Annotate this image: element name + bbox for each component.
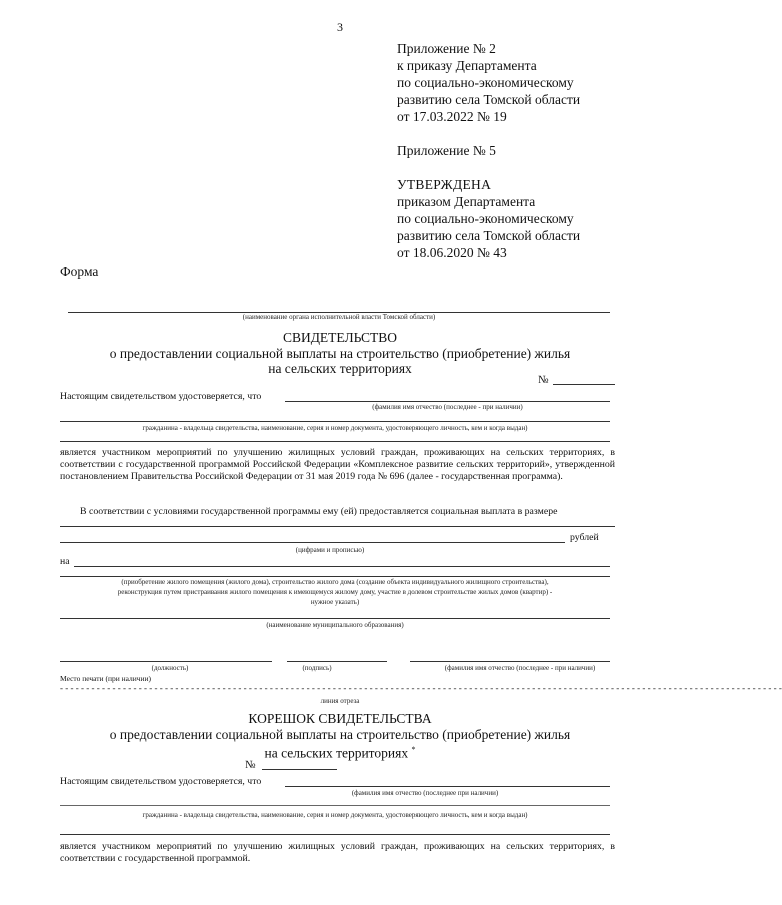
certificate-subtitle: на сельских территориях — [268, 361, 412, 376]
stub-certify-label: Настоящим свидетельством удостоверяется, что — [60, 776, 262, 787]
citizen-caption: гражданина - владельца свидетельства, наименование, серия и номер документа, удостоверяющего личность, кем и когда выдан) — [142, 424, 528, 432]
citizen-field[interactable] — [60, 421, 610, 422]
certificate-number-label: № — [538, 374, 549, 386]
sum-field[interactable] — [60, 526, 615, 527]
appendix-header — [397, 40, 580, 261]
sum-caption: (цифрами и прописью) — [295, 546, 365, 554]
stub-participant-paragraph: является участником мероприятий по улучшению жилищных условий граждан, проживающих на сельских территориях, в соответствии с государственной программой. — [60, 841, 615, 865]
stub-fio-caption: (фамилия имя отчество (последнее при наличии) — [351, 789, 499, 797]
appendix-line: по социально-экономическому — [397, 211, 574, 226]
footnote-mark: * — [411, 745, 416, 754]
appendix-line: по социально-экономическому — [397, 75, 574, 90]
rubles-label: рублей — [570, 532, 599, 543]
certificate-title: СВИДЕТЕЛЬСТВО — [282, 330, 398, 345]
cut-line: - - - - - - - - - - - - - - - - - - - - - - - - - - - - - - - - - - - - - - - - - - - - - - - - - - - - - - - - - - - - - - - - - - - - - - - - - - - - - - - - - - - - - - - - - - - - - - - - - - - - - - - - - - - - - - - - - - - - - - - - - - - - - - - - - - - - - - - - - - — [60, 683, 782, 693]
seal-label: Место печати (при наличии) — [60, 674, 152, 683]
stub-citizen-field[interactable] — [60, 805, 610, 806]
purpose-field[interactable] — [74, 566, 610, 567]
signer-fio-caption: (фамилия имя отчество (последнее - при наличии) — [444, 664, 596, 672]
participant-paragraph: является участником мероприятий по улучшению жилищных условий граждан, проживающих на сельских территориях, в соответствии с государственной программой Российской Федерации «Комплексное развитие сельских территорий», утвержденной постановлением Правительства Российской Федерации от 31 мая 2019 года № 696 (далее - государственная программа). — [60, 447, 615, 483]
citizen-field-2[interactable] — [60, 441, 610, 442]
purpose-label: на — [60, 556, 70, 567]
appendix-line: Приложение № 5 — [397, 143, 496, 158]
payment-paragraph: В соответствии с условиями государственной программы ему (ей) предоставляется социальная выплата в размере — [80, 506, 558, 517]
signer-fio-field[interactable] — [410, 661, 610, 662]
appendix-line: Приложение № 2 — [397, 41, 496, 56]
sum-field-2[interactable] — [60, 542, 565, 543]
position-field[interactable] — [60, 661, 272, 662]
stub-citizen-field-2[interactable] — [60, 834, 610, 835]
certify-label: Настоящим свидетельством удостоверяется, что — [60, 391, 262, 402]
signature-field[interactable] — [287, 661, 387, 662]
authority-caption: (наименование органа исполнительной власти Томской области) — [242, 313, 436, 321]
page-number: 3 — [337, 20, 343, 34]
form-label: Форма — [60, 264, 99, 279]
stub-subtitle — [0, 742, 680, 761]
fio-field[interactable] — [285, 401, 610, 402]
appendix-line: от 18.06.2020 № 43 — [397, 245, 507, 260]
certificate-subtitle: о предоставлении социальной выплаты на строительство (приобретение) жилья — [109, 346, 571, 361]
appendix-line: приказом Департамента — [397, 194, 536, 209]
purpose-caption: (приобретение жилого помещения (жилого дома), строительство жилого дома (создание объекта индивидуального жилищного строительства), — [121, 578, 549, 586]
stub-fio-field[interactable] — [285, 786, 610, 787]
stub-subtitle: о предоставлении социальной выплаты на строительство (приобретение) жилья — [109, 727, 571, 742]
cut-line-caption: линия отреза — [320, 697, 360, 705]
appendix-line: от 17.03.2022 № 19 — [397, 109, 507, 124]
appendix-line: развитию села Томской области — [397, 92, 581, 107]
purpose-caption: реконструкция путем пристраивания жилого помещения к имеющемуся жилому дому, участие в долевом строительстве жилых домов (квартир) - — [117, 588, 553, 596]
purpose-field-2[interactable] — [60, 576, 610, 577]
municipality-field[interactable] — [60, 618, 610, 619]
signature-caption: (подпись) — [302, 664, 332, 672]
appendix-line: развитию села Томской области — [397, 228, 581, 243]
stub-number-label: № — [245, 759, 256, 771]
position-caption: (должность) — [151, 664, 189, 672]
stub-title: КОРЕШОК СВИДЕТЕЛЬСТВА — [248, 711, 432, 726]
approved-heading: УТВЕРЖДЕНА — [397, 177, 492, 192]
stub-citizen-caption: гражданина - владельца свидетельства, наименование, серия и номер документа, удостоверяющего личность, кем и когда выдан) — [142, 811, 528, 819]
stub-number-field[interactable] — [262, 769, 337, 770]
purpose-caption: нужное указать) — [310, 598, 360, 606]
stub-subtitle-text: на сельских территориях — [264, 745, 409, 761]
fio-caption: (фамилия имя отчество (последнее - при наличии) — [372, 403, 523, 411]
municipality-caption: (наименование муниципального образования) — [266, 621, 404, 629]
certificate-number-field[interactable] — [553, 384, 615, 385]
appendix-line: к приказу Департамента — [397, 58, 537, 73]
